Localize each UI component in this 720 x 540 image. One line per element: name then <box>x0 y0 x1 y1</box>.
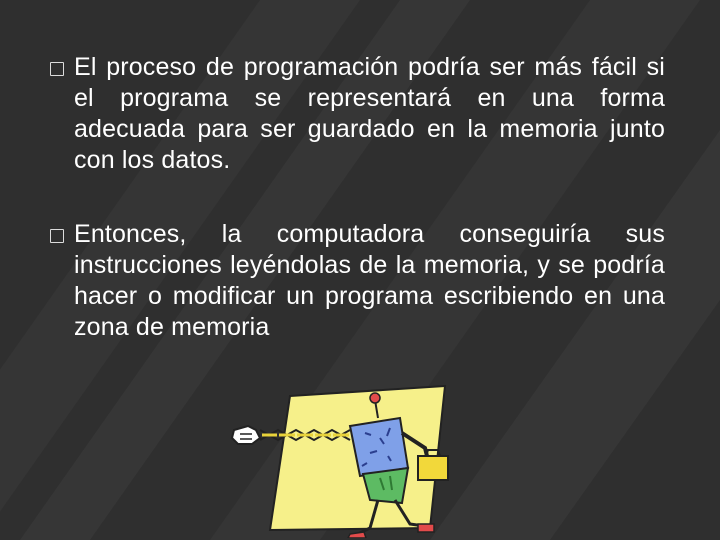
bullet-text: Entonces, la computadora conseguiría sus instrucciones leyéndolas de la memoria, y se podría hacer o modificar un programa escribiendo en una zona de memoria <box>74 220 665 341</box>
robot-figure-clipart-icon <box>230 378 460 538</box>
bullet-list <box>50 52 665 386</box>
bullet-item <box>50 219 665 343</box>
bullet-text: El proceso de programación podría ser más fácil si el programa se representará en una forma adecuada para ser guardado en la memoria junto con los datos. <box>74 53 665 174</box>
bullet-marker-icon <box>50 229 64 243</box>
bullet-marker-icon <box>50 62 64 76</box>
bullet-item <box>50 52 665 176</box>
